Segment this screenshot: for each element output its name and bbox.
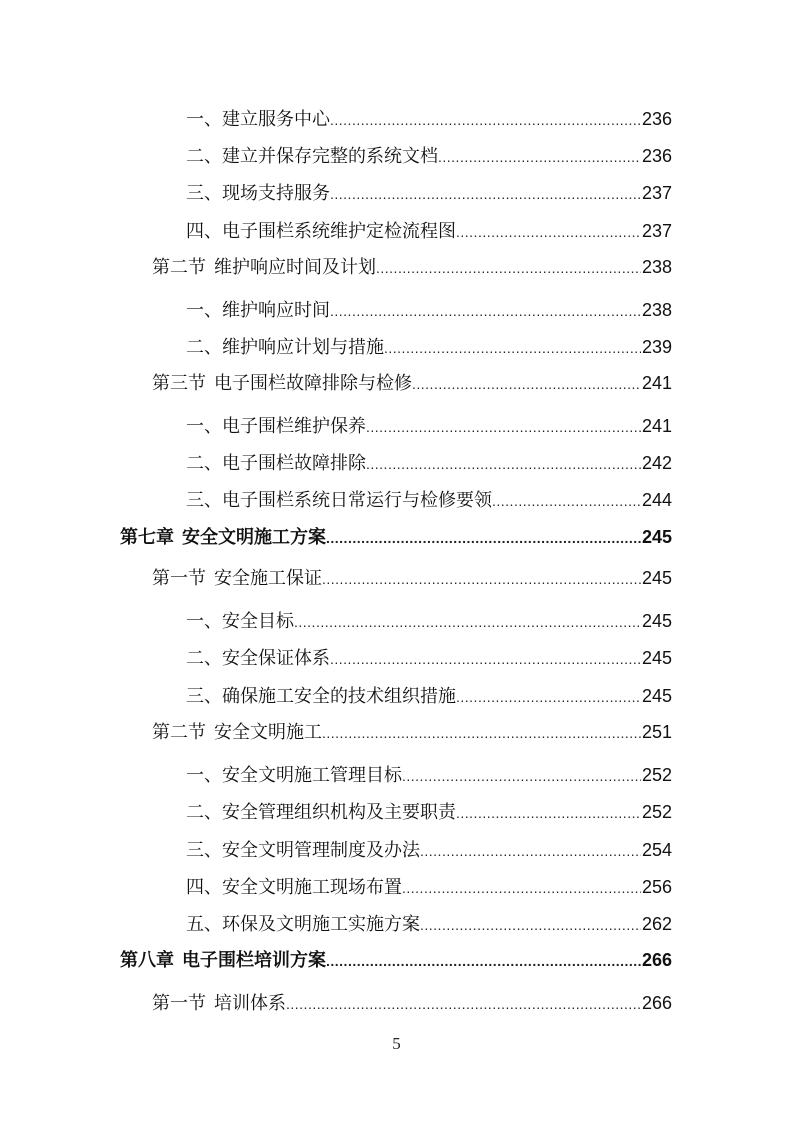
toc-entry[interactable] (186, 219, 672, 244)
toc-chapter-title: 电子围栏培训方案 (182, 950, 326, 971)
dot-leader (326, 526, 641, 550)
toc-entry[interactable] (186, 488, 672, 513)
dot-leader (402, 876, 641, 900)
toc-section[interactable] (152, 566, 672, 591)
toc-entry-number: 一、 (186, 611, 222, 632)
toc-entry-title: 建立服务中心 (222, 109, 330, 130)
toc-entry-number: 四、 (186, 877, 222, 898)
dot-leader (322, 721, 641, 745)
toc-entry[interactable] (186, 684, 672, 709)
toc-entry[interactable] (186, 181, 672, 206)
toc-entry-title: 电子围栏维护保养 (222, 416, 366, 437)
dot-leader (412, 372, 641, 396)
toc-entry-title: 维护响应计划与措施 (222, 337, 384, 358)
toc-entry-title: 环保及文明施工实施方案 (222, 914, 420, 935)
toc-entry-number: 三、 (186, 183, 222, 204)
dot-leader (286, 992, 641, 1016)
toc-entry[interactable] (186, 875, 672, 900)
toc-section-title: 安全文明施工 (214, 722, 322, 743)
toc-section-number: 第二节 (152, 257, 206, 278)
toc-entry-title: 安全目标 (222, 611, 294, 632)
dot-leader (492, 489, 641, 513)
dot-leader (322, 567, 641, 591)
toc-entry[interactable] (186, 838, 672, 863)
toc-chapter-title: 安全文明施工方案 (182, 527, 326, 548)
toc-section-title: 培训体系 (214, 993, 286, 1014)
toc-entry-page: 252 (641, 765, 672, 785)
toc-entry-page: 241 (641, 416, 672, 436)
toc-entry-page: 242 (641, 453, 672, 473)
dot-leader (330, 108, 641, 132)
toc-entry-page: 262 (641, 914, 672, 934)
toc-entry-title: 电子围栏系统日常运行与检修要领 (222, 490, 492, 511)
toc-entry-title: 安全管理组织机构及主要职责 (222, 802, 456, 823)
toc-entry-page: 237 (641, 183, 672, 203)
dot-leader (366, 452, 641, 476)
toc-entry-number: 一、 (186, 765, 222, 786)
toc-section-page: 245 (641, 568, 672, 588)
dot-leader (384, 336, 641, 360)
toc-entry-page: 244 (641, 490, 672, 510)
toc-entry-number: 五、 (186, 914, 222, 935)
dot-leader (402, 764, 641, 788)
toc-entry-page: 236 (641, 109, 672, 129)
toc-section-number: 第三节 (152, 373, 206, 394)
toc-entry[interactable] (186, 335, 672, 360)
toc-chapter-number: 第八章 (120, 950, 174, 971)
toc-section-number: 第二节 (152, 722, 206, 743)
toc-entry-title: 维护响应时间 (222, 300, 330, 321)
toc-entry-number: 三、 (186, 840, 222, 861)
toc-entry-title: 建立并保存完整的系统文档 (222, 146, 438, 167)
toc-section-title: 电子围栏故障排除与检修 (214, 373, 412, 394)
toc-chapter[interactable] (120, 525, 672, 550)
toc-entry-number: 三、 (186, 686, 222, 707)
dot-leader (456, 801, 641, 825)
toc-entry-page: 238 (641, 300, 672, 320)
toc-section[interactable] (152, 720, 672, 745)
toc-entry-title: 确保施工安全的技术组织措施 (222, 686, 456, 707)
toc-entry-number: 二、 (186, 802, 222, 823)
toc-entry-page: 256 (641, 877, 672, 897)
dot-leader (438, 145, 641, 169)
toc-section[interactable] (152, 991, 672, 1016)
toc-entry-number: 二、 (186, 648, 222, 669)
toc-entry[interactable] (186, 763, 672, 788)
dot-leader (456, 685, 641, 709)
toc-chapter[interactable] (120, 948, 672, 973)
toc-entry-title: 现场支持服务 (222, 183, 330, 204)
toc-entry-number: 三、 (186, 490, 222, 511)
toc-section[interactable] (152, 255, 672, 280)
toc-entry-title: 安全文明施工管理目标 (222, 765, 402, 786)
toc-section[interactable] (152, 371, 672, 396)
dot-leader (420, 839, 641, 863)
dot-leader (330, 647, 641, 671)
toc-entry-page: 237 (641, 221, 672, 241)
toc-section-number: 第一节 (152, 993, 206, 1014)
toc-entry[interactable] (186, 414, 672, 439)
toc-entry-number: 二、 (186, 146, 222, 167)
toc-entry-title: 安全保证体系 (222, 648, 330, 669)
toc-entry-page: 236 (641, 146, 672, 166)
toc-entry-number: 一、 (186, 300, 222, 321)
toc-entry[interactable] (186, 646, 672, 671)
toc-entry[interactable] (186, 298, 672, 323)
toc-section-number: 第一节 (152, 568, 206, 589)
dot-leader (326, 949, 641, 973)
toc-section-page: 241 (641, 373, 672, 393)
toc-entry-page: 252 (641, 802, 672, 822)
toc-entry-page: 245 (641, 648, 672, 668)
toc-entry-number: 一、 (186, 109, 222, 130)
toc-section-page: 238 (641, 257, 672, 277)
toc-entry[interactable] (186, 800, 672, 825)
dot-leader (420, 913, 641, 937)
toc-section-page: 266 (641, 993, 672, 1013)
toc-entry-page: 239 (641, 337, 672, 357)
toc-chapter-page: 266 (641, 950, 672, 970)
toc-entry[interactable] (186, 107, 672, 132)
toc-chapter-number: 第七章 (120, 527, 174, 548)
toc-entry-title: 安全文明管理制度及办法 (222, 840, 420, 861)
toc-entry-title: 电子围栏系统维护定检流程图 (222, 221, 456, 242)
toc-entry[interactable] (186, 912, 672, 937)
dot-leader (376, 256, 641, 280)
toc-entry-page: 254 (641, 840, 672, 860)
dot-leader (366, 415, 641, 439)
toc-entry[interactable] (186, 609, 672, 634)
dot-leader (330, 299, 641, 323)
toc-entry-number: 一、 (186, 416, 222, 437)
dot-leader (294, 610, 641, 634)
toc-entry-number: 二、 (186, 453, 222, 474)
toc-entry-title: 安全文明施工现场布置 (222, 877, 402, 898)
toc-entry[interactable] (186, 144, 672, 169)
toc-section-page: 251 (641, 722, 672, 742)
toc-entry[interactable] (186, 451, 672, 476)
page-number: 5 (392, 1034, 401, 1053)
toc-entry-number: 二、 (186, 337, 222, 358)
toc-section-title: 安全施工保证 (214, 568, 322, 589)
toc-entry-number: 四、 (186, 221, 222, 242)
toc-chapter-page: 245 (641, 527, 672, 547)
dot-leader (330, 182, 641, 206)
toc-section-title: 维护响应时间及计划 (214, 257, 376, 278)
toc-entry-page: 245 (641, 611, 672, 631)
toc-entry-page: 245 (641, 686, 672, 706)
dot-leader (456, 220, 641, 244)
toc-entry-title: 电子围栏故障排除 (222, 453, 366, 474)
